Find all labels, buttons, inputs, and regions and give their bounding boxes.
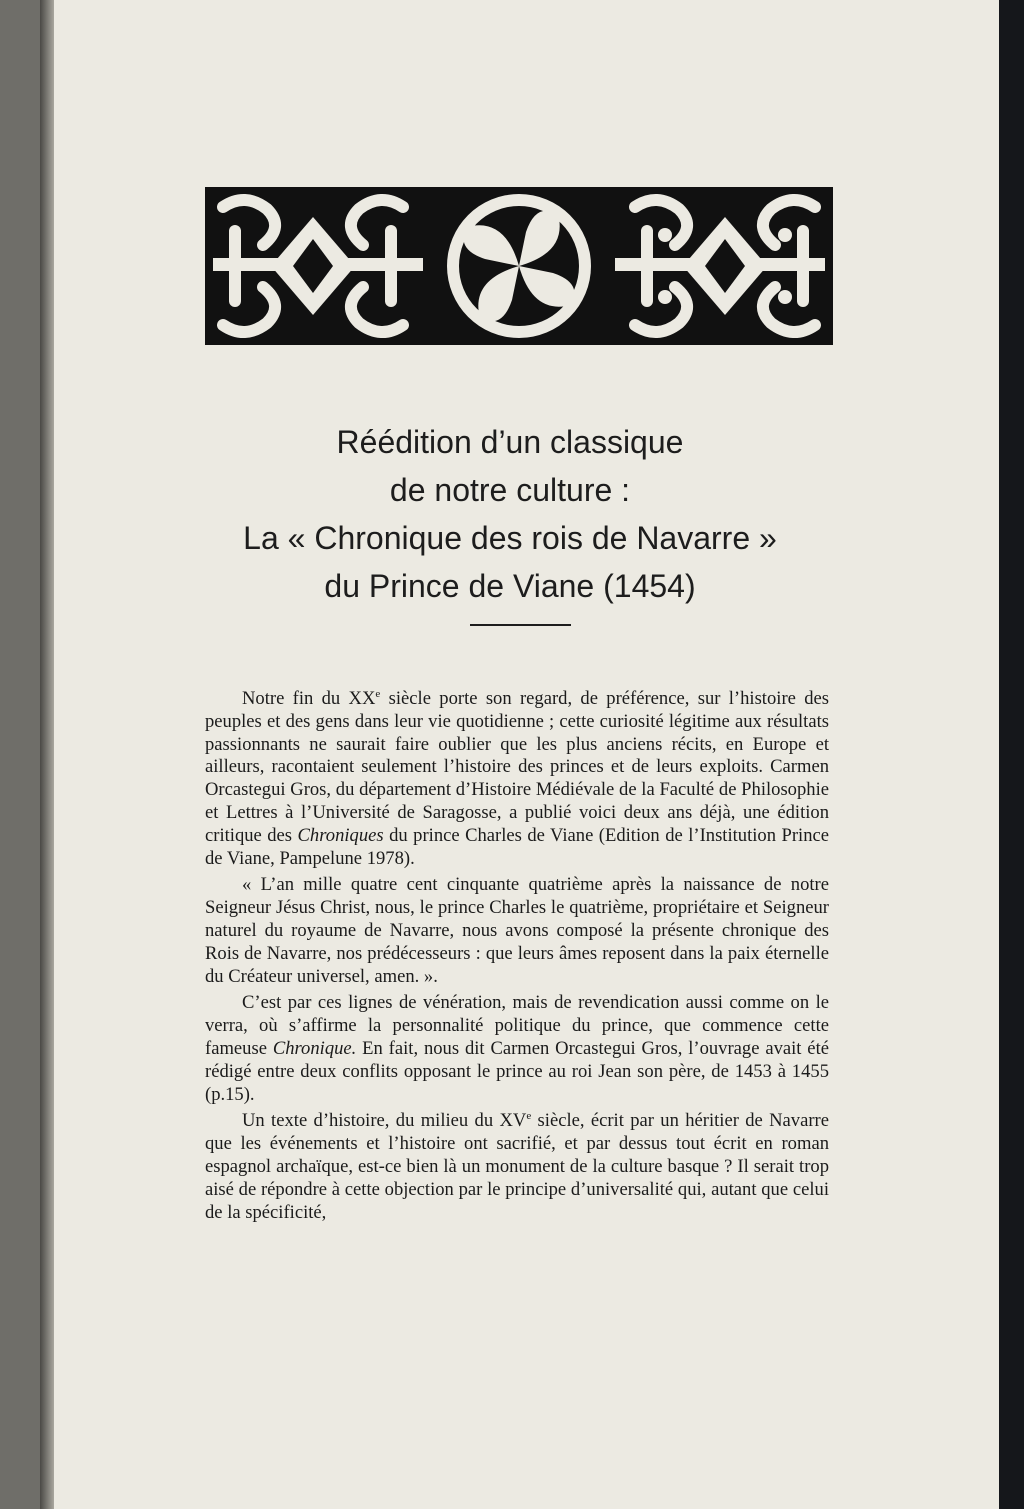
- paragraph-3: [205, 992, 829, 1106]
- paragraph-4-superscript: e: [526, 1110, 532, 1123]
- title-line-1: Réédition d’un classique: [336, 424, 684, 460]
- title-line-4: du Prince de Viane (1454): [324, 568, 696, 604]
- article-body: [205, 688, 829, 1224]
- paragraph-3-text-a: C’est par ces lignes de vénération, mais de revendication aussi comme on le verra, où s’affirme la personnalité politique du prince, que commence cette fameuse: [205, 992, 829, 1059]
- paragraph-1-text-c: du prince Charles de Viane (Edition de l’Institution Prince de Viane, Pampelune 1978).: [205, 824, 829, 869]
- title-line-3: La « Chronique des rois de Navarre »: [243, 520, 777, 556]
- paragraph-4-text-a: Un texte d’histoire, du milieu du XV: [242, 1110, 527, 1132]
- paragraph-1: [205, 688, 829, 870]
- paragraph-3-italic: Chronique.: [272, 1037, 357, 1059]
- title-divider: [470, 624, 571, 626]
- paragraph-1-superscript: e: [375, 687, 381, 700]
- paragraph-1-text-b: siècle porte son regard, de préférence, sur l’histoire des peuples et des gens dans leur vie quotidienne ; cette curiosité légitime aux résultats passionnants ne saurait faire oublier que les plus anciens récits, en Europe et ailleurs, racontaient seulement l’histoire des princes et de leurs exploits. Carmen Orcastegui Gros, du département d’Histoire Médiévale de la Faculté de Philosophie et Lettres à l’Université de Saragosse, a publié voici deux ans déjà, une édition critique des: [205, 688, 829, 846]
- paragraph-1-text-a: Notre fin du XX: [242, 688, 376, 709]
- paragraph-1-italic: Chroniques: [297, 824, 384, 846]
- paragraph-3-text-b: En fait, nous dit Carmen Orcastegui Gros, l’ouvrage avait été rédigé entre deux conflits opposant le prince au roi Jean son père, de 1453 à 1455 (p.15).: [205, 1037, 829, 1105]
- paragraph-2: « L’an mille quatre cent cinquante quatrième après la naissance de notre Seigneur Jésus Christ, nous, le prince Charles le quatrième, propriétaire et Seigneur naturel du royaume de Navarre, nous avons composé la présente chronique des Rois de Navarre, nos prédécesseurs : que leurs âmes reposent dans la paix éternelle du Créateur universel, amen. ».: [205, 874, 829, 987]
- article-title: [160, 418, 860, 610]
- title-line-2: de notre culture :: [389, 472, 631, 508]
- scan-background-edge: [999, 0, 1024, 1509]
- paragraph-4-text-b: siècle, écrit par un héritier de Navarre que les événements et l’histoire ont sacrifié, et par dessus tout écrit en roman espagnol archaïque, est-ce bien là un monument de la culture basque ? Il serait trop aisé de répondre à cette objection par le principe d’universalité qui, autant que celui de la spécificité,: [205, 1110, 829, 1223]
- basque-ornament-banner: [205, 187, 833, 345]
- book-gutter: [40, 0, 54, 1509]
- paragraph-4: [205, 1110, 829, 1224]
